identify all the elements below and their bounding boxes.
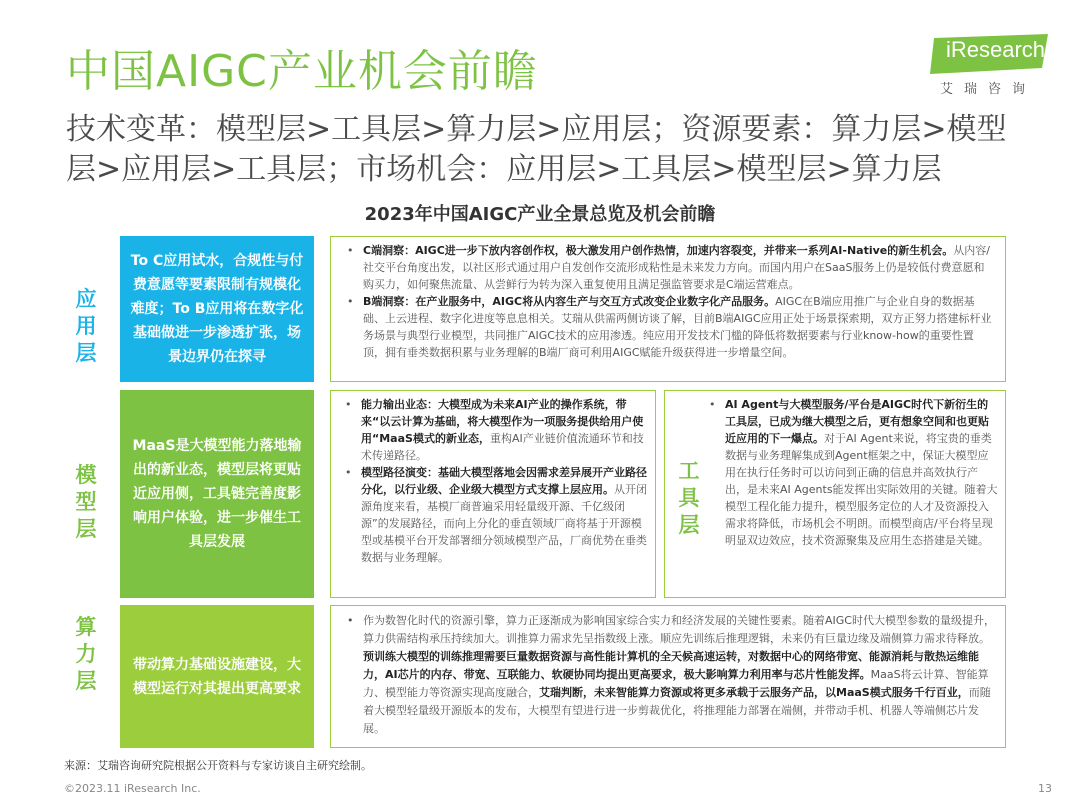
capability-output-heading: 能力输出业态：大模型成为未来AI产业的操作系统，带来“以云计算为基础，将大模型作为一项服务提供给用户使用“MaaS模式的新业态，	[361, 398, 644, 445]
bullet-dot-icon: •	[347, 244, 354, 257]
compute-summary-text: 带动算力基础设施建设，大模型运行对其提出更高要求	[133, 656, 301, 697]
model-path-heading: 模型路径演变：基础大模型落地会因需求差异展开产业路径分化，以行业级、企业级大模型方式支撑上层应用。	[361, 466, 647, 496]
capability-output-text: 重构AI产业链价值流通环节和技术传递路径。	[361, 432, 644, 462]
bullet-ai-agent	[705, 396, 999, 549]
logo-wordmark: iResearch	[946, 37, 1046, 62]
bullet-capability-output	[341, 396, 649, 464]
bullet-dot-icon: •	[347, 295, 354, 308]
application-layer-label: 应用层	[75, 287, 97, 365]
compute-layer-summary	[120, 605, 314, 748]
c-side-heading: C端洞察：AIGC进一步下放内容创作权，极大激发用户创作热情，加速内容裂变，并带来一系列AI-Native的新生机会。	[363, 244, 954, 257]
iresearch-logo	[930, 34, 1048, 98]
model-layer-label: 模型层	[75, 463, 97, 541]
b-side-heading: B端洞察：在产业服务中，AIGC将从内容生产与交互方式改变企业数字化产品服务。	[363, 295, 776, 308]
application-layer-panel	[330, 236, 1006, 382]
compute-text-1: 作为数智化时代的资源引擎，算力正逐渐成为影响国家综合实力和经济发展的关键性要素。随着AIGC时代大模型参数的量级提升，算力供需结构承压持续加大。训推算力需求先呈指数级上涨。顺应先训练后推理逻辑，未来仍有巨量边缘及端侧算力需求待释放。	[363, 614, 995, 645]
compute-text-2: MaaS将云计算、智能算力、模型能力等资源实现高度融合，	[363, 668, 989, 699]
compute-bold-1: 预训练大模型的训练推理需要巨量数据资源与高性能计算机的全天候高速运转，对数据中心的网络带宽、能源消耗与散热运维能力，AI芯片的内存、带宽、互联能力、软硬协同均提出更高要求，极大影响算力利用率与芯片性能发挥。	[363, 650, 979, 681]
model-summary-text: MaaS是大模型能力落地输出的新业态，模型层将更贴近应用侧，工具链完善度影响用户体验，进一步催生工具层发展	[132, 438, 302, 550]
c-side-text: 从内容/社交平台角度出发，以社区形式通过用户自发创作交流形成粘性是未来发力方向。而国内用户在SaaS服务上仍是较低付费意愿和购买力，如何聚焦流量、从尝鲜行为转为深入重复使用且满足强监管要求是C端运营难点。	[363, 244, 990, 291]
application-bullet-list	[343, 242, 995, 361]
copyright-text: ©2023.11 iResearch Inc.	[64, 782, 201, 795]
model-path-text: 从开闭源角度来看，基模厂商普遍采用轻量级开源、千亿级闭源”的发展路径，而向上分化的垂直领域厂商将基于开源模型或基模平台开发部署细分领域模型产品，厂商优势在垂类数据与业务理解。	[361, 483, 647, 564]
tool-layer-row	[673, 396, 999, 549]
compute-text-3: 而随着大模型轻量级开源版本的发布，大模型有望进行进一步剪裁优化，将推理能力部署在端侧，并带动手机、机器人等端侧芯片发展。	[363, 686, 991, 735]
bullet-dot-icon: •	[345, 398, 352, 411]
overview-title: 2023年中国AIGC产业全景总览及机会前瞻	[364, 204, 716, 225]
compute-bullet-list	[343, 612, 997, 738]
application-layer-summary	[120, 236, 314, 382]
compute-bold-2: 艾瑞判断，未来智能算力资源或将更多承载于云服务产品，以MaaS模式服务千行百业，	[539, 686, 969, 699]
logo-subtext: 艾瑞咨询	[940, 82, 1037, 97]
bullet-dot-icon: •	[709, 398, 716, 411]
bullet-dot-icon: •	[345, 466, 352, 479]
bullet-dot-icon: •	[347, 614, 354, 627]
compute-layer-label: 算力层	[75, 615, 97, 693]
bullet-b-side-insight	[343, 293, 995, 361]
tool-layer-label: 工具层	[678, 459, 700, 537]
compute-layer-panel	[330, 605, 1006, 748]
source-note: 来源：艾瑞咨询研究院根据公开资料与专家访谈自主研究绘制。	[64, 759, 372, 772]
bullet-compute-resource	[343, 612, 997, 738]
model-layer-summary	[120, 390, 314, 598]
page-subtitle: 技术变革：模型层>工具层>算力层>应用层；资源要素：算力层>模型层>应用层>工具层；市场机会：应用层>工具层>模型层>算力层	[66, 112, 1007, 187]
page-number: 13	[1038, 782, 1052, 795]
page-title: 中国AIGC产业机会前瞻	[66, 46, 538, 97]
application-summary-text: To C应用试水，合规性与付费意愿等要素限制有规模化难度；To B应用将在数字化基础做进一步渗透扩张，场景边界仍在探寻	[130, 253, 304, 365]
model-layer-panel	[330, 390, 656, 598]
ai-agent-text: 对于AI Agent来说，将宝贵的垂类数据与业务理解集成到Agent框架之中，保证大模型应用在执行任务时可以访问到正确的信息并高效执行产出，是未来AI Agents能发挥出实际效用的关键。随着大模型工程化能力提升，模型服务定位的人才及资源投入需求将降低，市场机会不明朗。而模型商店/平台将呈现明显双边效应，技术资源聚集及应用生态搭建是关键。	[725, 432, 998, 547]
b-side-text: AIGC在B端应用推广与企业自身的数据基础、上云进程、数字化进度等息息相关。艾瑞从供需两侧访谈了解，目前B端AIGC应用正处于场景探索期，双方正努力搭建标杆业务场景与典型行业模型，共同推广AIGC技术的应用渗透。纯应用开发技术门槛的降低将数据要素与行业know-how的重要性置顶，拥有垂类数据积累与业务理解的B端厂商可利用AIGC赋能升级获得进一步增量空间。	[363, 295, 992, 359]
model-bullet-list	[341, 396, 649, 566]
tool-bullet-list	[705, 396, 999, 549]
ai-agent-heading: AI Agent与大模型服务/平台是AIGC时代下新衍生的工具层，已成为继大模型之后，更有想象空间和也更贴近应用的下一爆点。	[725, 398, 989, 445]
bullet-model-path	[341, 464, 649, 566]
tool-layer-panel	[664, 390, 1006, 598]
bullet-c-side-insight	[343, 242, 995, 293]
